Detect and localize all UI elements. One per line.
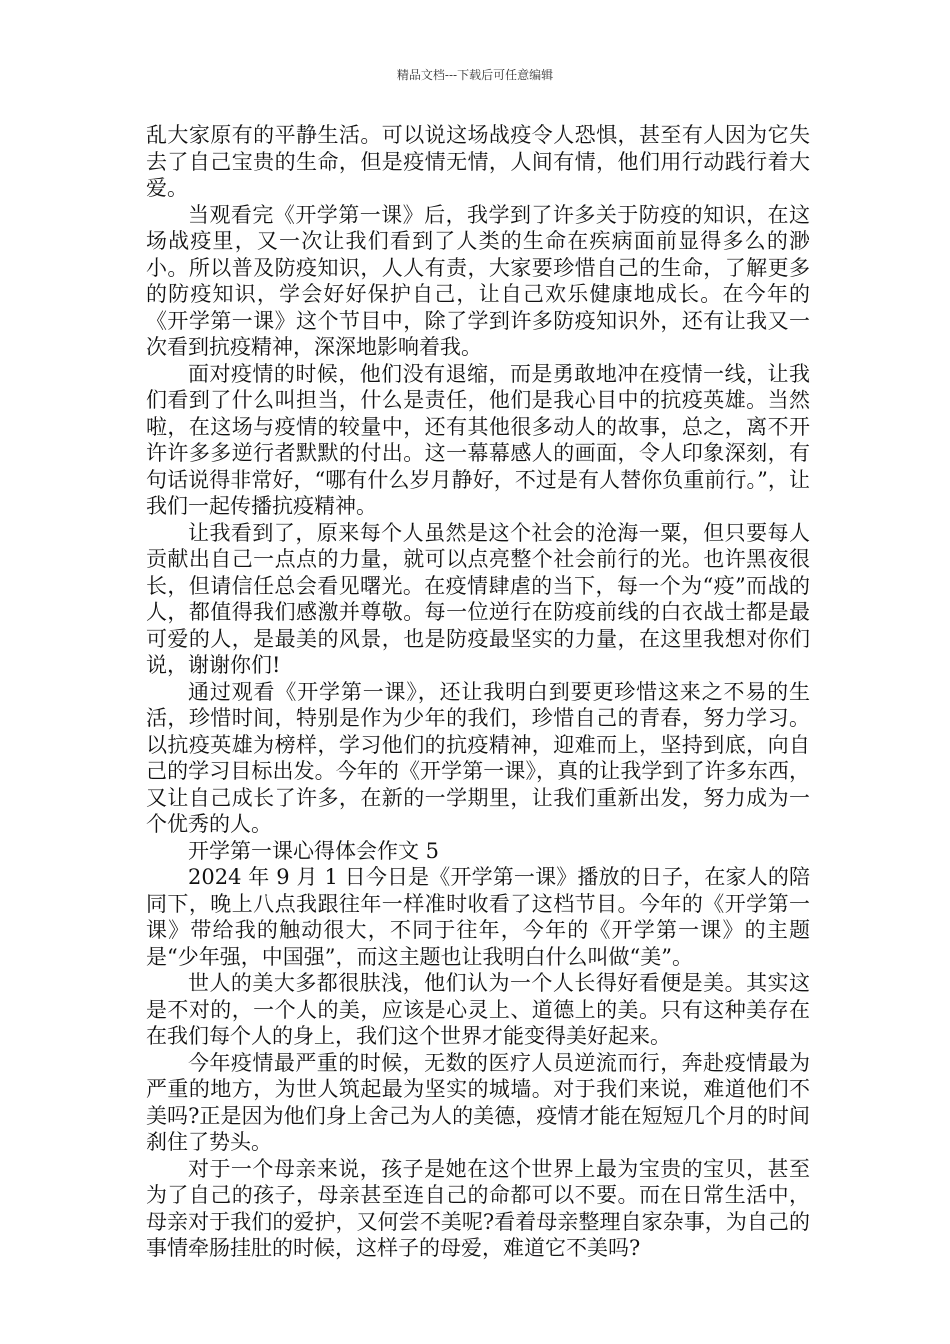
paragraph: 乱大家原有的平静生活。可以说这场战疫令人恐惧，甚至有人因为它失去了自己宝贵的生命，但是疫情无情，人间有情，他们用行动践行着大爱。	[146, 123, 810, 200]
paragraph: 今年疫情最严重的时候，无数的医疗人员逆流而行，奔赴疫情最为严重的地方，为世人筑起最为坚实的城墙。对于我们来说，难道他们不美吗?正是因为他们身上舍己为人的美德，疫情才能在短短几个月的时间刹住了势头。	[146, 1050, 810, 1154]
paragraph: 当观看完《开学第一课》后，我学到了许多关于防疫的知识，在这场战疫里，又一次让我们看到了人类的生命在疾病面前显得多么的渺小。所以普及防疫知识，人人有责，大家要珍惜自己的生命，了解更多的防疫知识，学会好好保护自己，让自己欢乐健康地成长。在今年的《开学第一课》这个节目中，除了学到许多防疫知识外，还有让我又一次看到抗疫精神，深深地影响着我。	[146, 202, 810, 359]
paragraph: 2024 年 9 月 1 日今日是《开学第一课》播放的日子，在家人的陪同下，晚上八点我跟往年一样准时收看了这档节目。今年的《开学第一课》带给我的触动很大，不同于往年，今年的《开学第一课》的主题是“少年强，中国强”，而这主题也让我明白什么叫做“美”。	[146, 865, 810, 969]
section-heading: 开学第一课心得体会作文 5	[188, 838, 440, 863]
page-header: 精品文档---下载后可任意编辑	[396, 68, 554, 82]
document-body	[146, 122, 810, 1262]
paragraph: 通过观看《开学第一课》，还让我明白到要更珍惜这来之不易的生活，珍惜时间，特别是作为少年的我们，珍惜自己的青春，努力学习。以抗疫英雄为榜样，学习他们的抗疫精神，迎难而上，坚持到底，向自己的学习目标出发。今年的《开学第一课》，真的让我学到了许多东西，又让自己成长了许多，在新的一学期里，让我们重新出发，努力成为一个优秀的人。	[146, 679, 810, 836]
paragraph: 面对疫情的时候，他们没有退缩，而是勇敢地冲在疫情一线，让我们看到了什么叫担当，什么是责任，他们是我心目中的抗疫英雄。当然啦，在这场与疫情的较量中，还有其他很多动人的故事，总之，离不开许许多多逆行者默默的付出。这一幕幕感人的画面，令人印象深刻，有句话说得非常好，“哪有什么岁月静好，不过是有人替你负重前行。”，让我们一起传播抗疫精神。	[146, 361, 810, 518]
paragraph: 让我看到了，原来每个人虽然是这个社会的沧海一粟，但只要每人贡献出自己一点点的力量，就可以点亮整个社会前行的光。也许黑夜很长，但请信任总会看见曙光。在疫情肆虐的当下，每一个为“疫”而战的人，都值得我们感激并尊敬。每一位逆行在防疫前线的白衣战士都是最可爱的人，是最美的风景，也是防疫最坚实的力量，在这里我想对你们说，谢谢你们!	[146, 520, 810, 677]
paragraph: 世人的美大多都很肤浅，他们认为一个人长得好看便是美。其实这是不对的，一个人的美，应该是心灵上、道德上的美。只有这种美存在在我们每个人的身上，我们这个世界才能变得美好起来。	[146, 971, 810, 1048]
paragraph: 对于一个母亲来说，孩子是她在这个世界上最为宝贵的宝贝，甚至为了自己的孩子，母亲甚至连自己的命都可以不要。而在日常生活中，母亲对于我们的爱护，又何尝不美呢?看着母亲整理自家杂事，为自己的事情牵肠挂肚的时候，这样子的母爱，难道它不美吗?	[146, 1156, 810, 1260]
